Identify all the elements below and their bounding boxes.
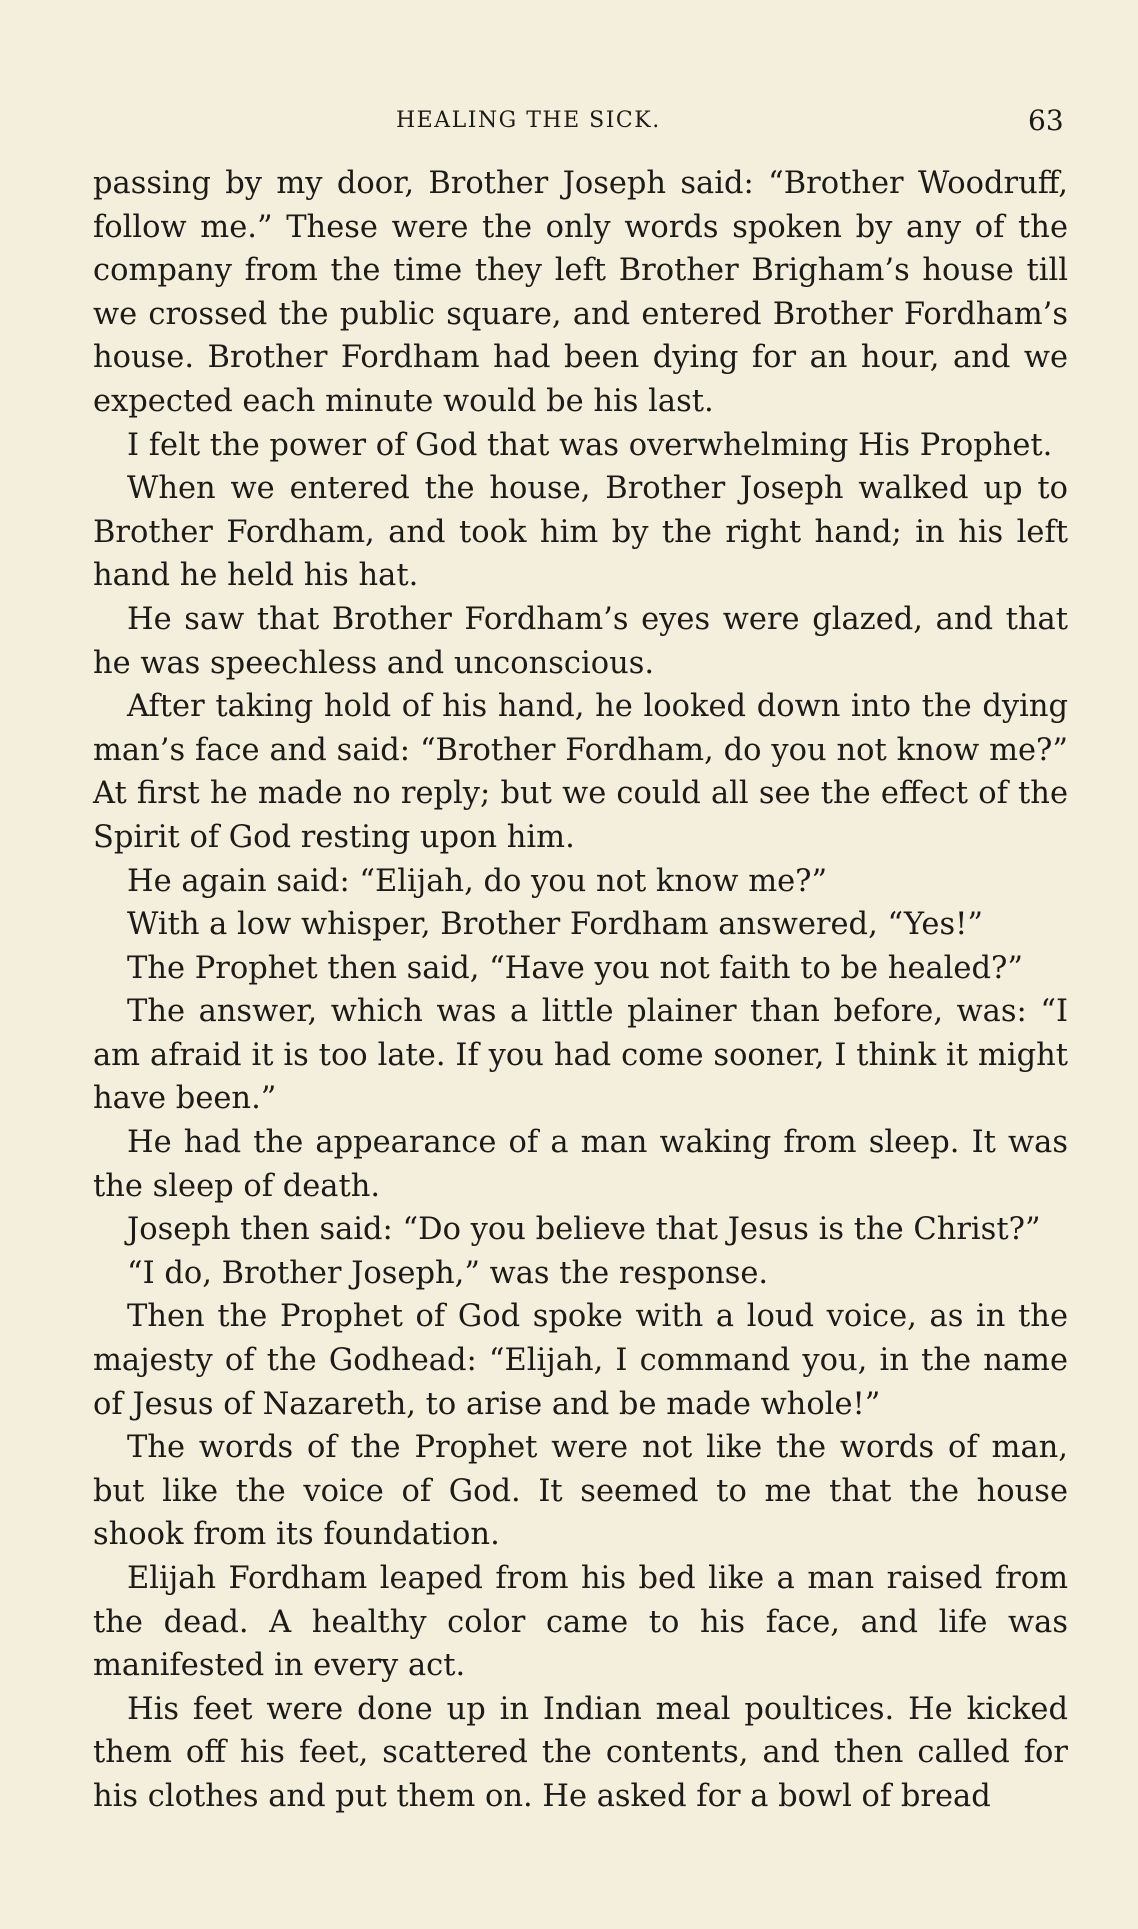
paragraph: The answer, which was a little plainer than before, was: “I am afraid it is too late. If you had come sooner, I think it might have been.” (93, 994, 1068, 1117)
paragraph: The words of the Prophet were not like the words of man, but like the voice of God. It seemed to me that the house shook from its foundation. (93, 1430, 1068, 1553)
paragraph: He had the appearance of a man waking from sleep. It was the sleep of death. (93, 1125, 1068, 1204)
paragraph: Elijah Fordham leaped from his bed like a man raised from the dead. A healthy color came to his face, and life was manifested in every act. (93, 1561, 1068, 1684)
paragraph: His feet were done up in Indian meal poultices. He kicked them off his feet, scattered the contents, and then called for his clothes and put them on. He asked for a bowl of bread (93, 1691, 1068, 1814)
paragraph: He saw that Brother Fordham’s eyes were glazed, and that he was speechless and unconscious. (93, 601, 1068, 681)
paragraph: When we entered the house, Brother Joseph walked up to Brother Fordham, and took him by the right hand; in his left hand he held his hat. (93, 471, 1068, 594)
paragraph: “I do, Brother Joseph,” was the response. (127, 1255, 769, 1291)
paragraph: He again said: “Elijah, do you not know me?” (127, 863, 828, 899)
paragraph: Joseph then said: “Do you believe that Jesus is the Christ?” (127, 1212, 1041, 1248)
page-number: 63 (1028, 104, 1064, 137)
body-text (93, 162, 1068, 1819)
page-header (0, 104, 1138, 144)
paragraph: After taking hold of his hand, he looked down into the dying man’s face and said: “Brother Fordham, do you not know me?” At first he made no reply; but we could all see the effect of the Spirit of God resting upon him. (93, 689, 1068, 855)
paragraph: I felt the power of God that was overwhelming His Prophet. (127, 427, 1053, 463)
running-head: HEALING THE SICK. (396, 108, 661, 133)
paragraph: The Prophet then said, “Have you not faith to be healed?” (127, 950, 1023, 986)
paragraph: With a low whisper, Brother Fordham answered, “Yes!” (127, 907, 983, 943)
paragraph: Then the Prophet of God spoke with a loud voice, as in the majesty of the Godhead: “Elijah, I command you, in the name of Jesus of Nazareth, to arise and be made whole!” (93, 1299, 1068, 1422)
paragraph: passing by my door, Brother Joseph said: “Brother Woodruff, follow me.” These were the only words spoken by any of the company from the time they left Brother Brigham’s house till we crossed the public square, and entered Brother Fordham’s house. Brother Fordham had been dying for an hour, and we expected each minute would be his last. (93, 166, 1068, 419)
